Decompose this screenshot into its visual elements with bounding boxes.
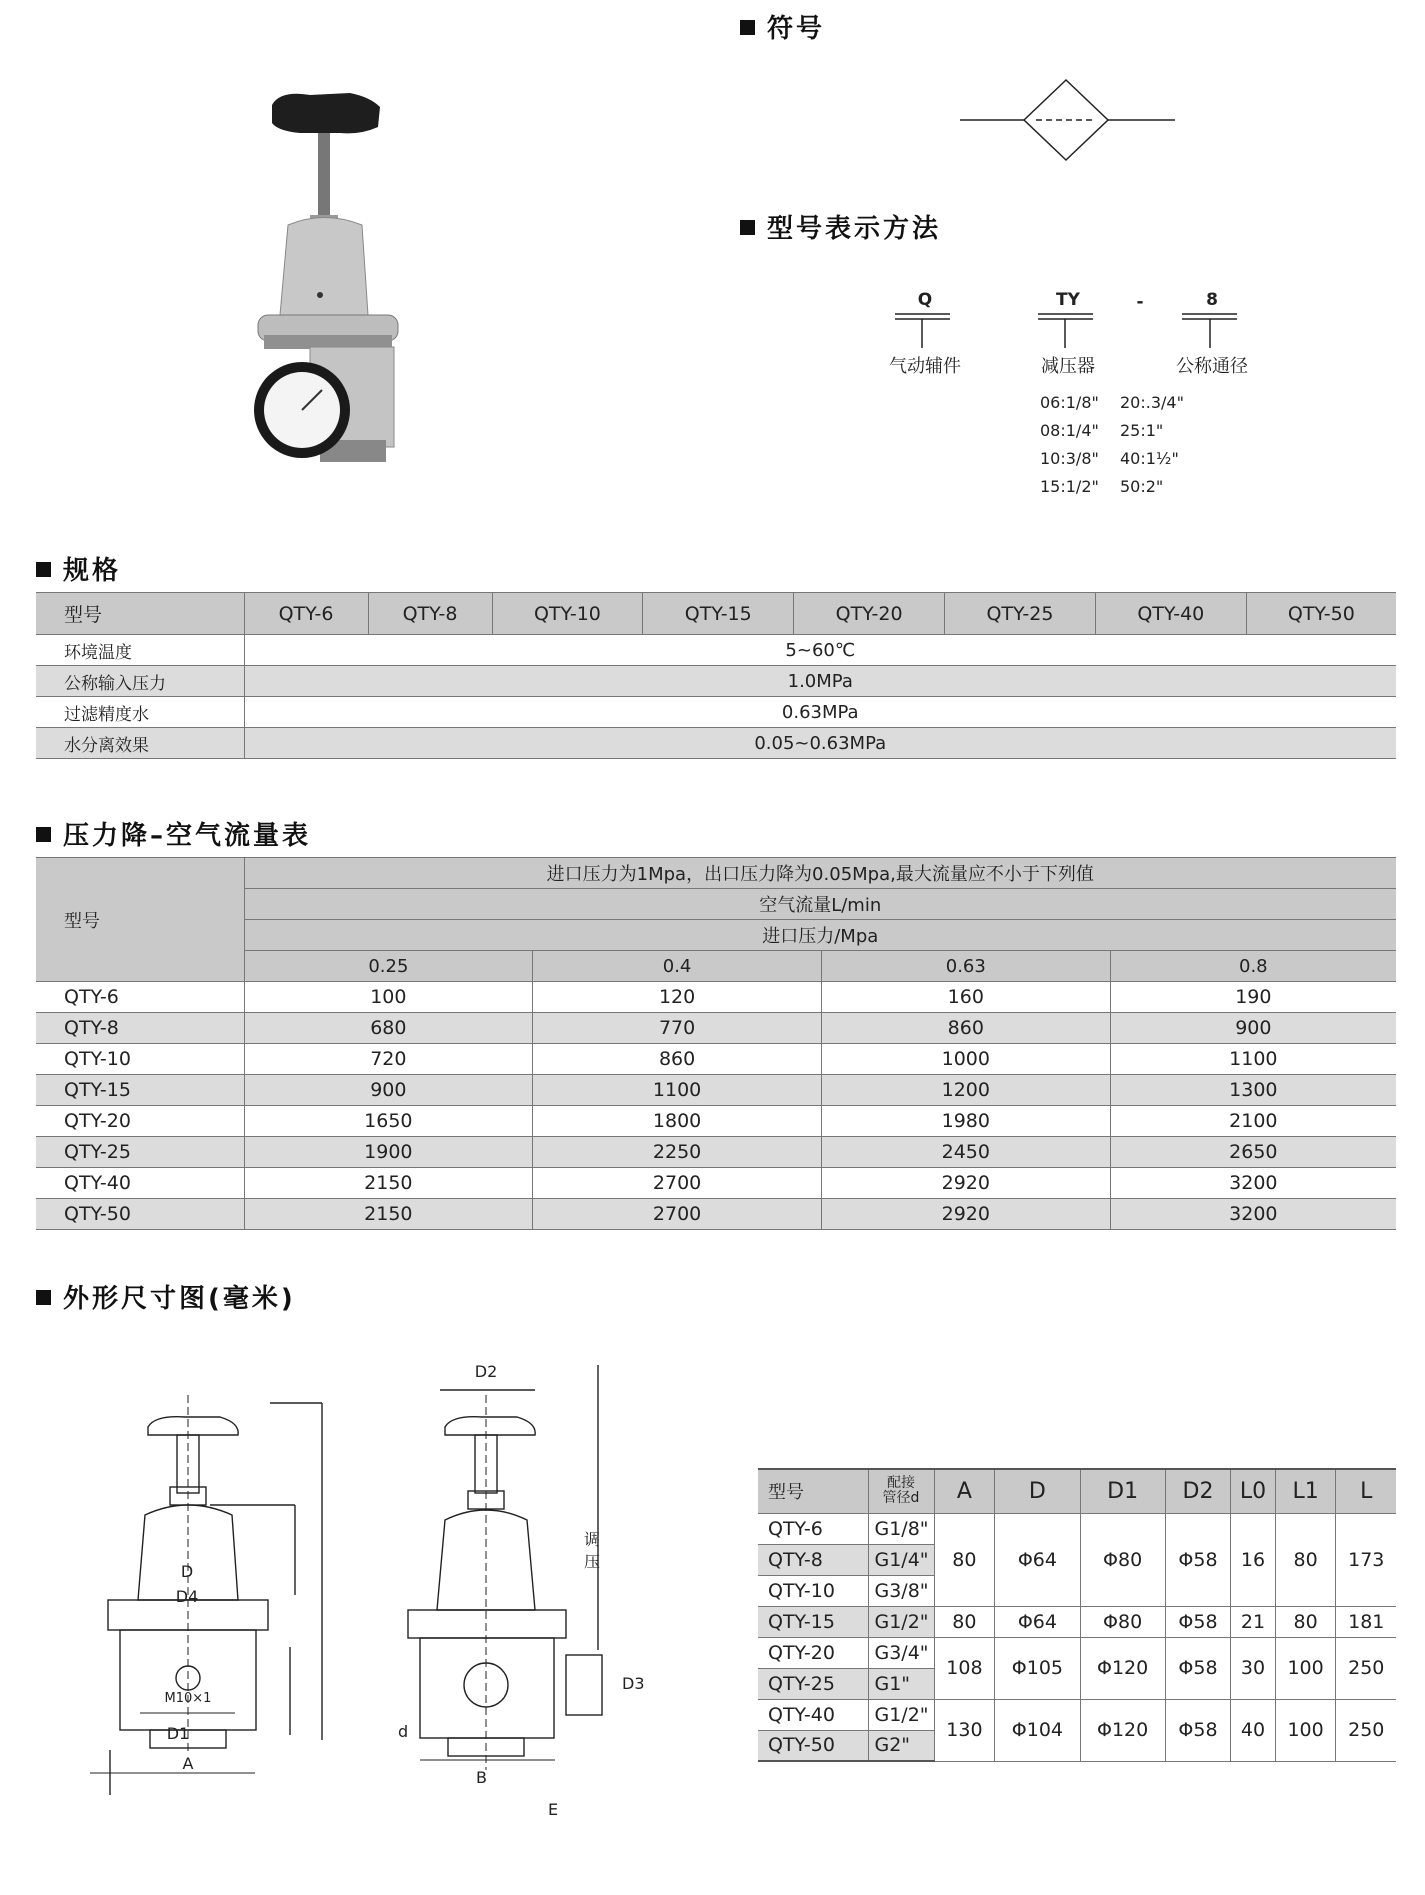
dim-label-d-port: d [398, 1722, 409, 1741]
table-row: 水分离效果 0.05~0.63MPa [36, 728, 1396, 759]
table-row: QTY-50 2150 2700 2920 3200 [36, 1199, 1396, 1230]
table-row: QTY-6 G1/8" 80 Φ64 Φ80 Φ58 16 80 173 [758, 1513, 1396, 1544]
flow-table: 型号 进口压力为1Mpa，出口压力降为0.05Mpa,最大流量应不小于下列值 空气流量L/min 进口压力/Mpa 0.25 0.4 0.63 0.8 QTY-6 100 120 160 190 QTY-8 680 770 860 900 QTY-10 720 860 1000 1100 QTY-15 900 1100 1200 1300 QTY-20 1650 1800 1980 2100 QTY-25 1900 2250 2450 2650 QTY-40 2150 2700 2920 3200 QTY-50 2150 2700 2920 3200 [36, 857, 1396, 1230]
dim-label-adjust: 调 [584, 1530, 601, 1549]
table-row: QTY-25 1900 2250 2450 2650 [36, 1137, 1396, 1168]
model-code-brackets [890, 312, 1250, 352]
table-row: QTY-6 100 120 160 190 [36, 982, 1396, 1013]
table-row: QTY-25 G1" [758, 1668, 1396, 1699]
section-title-flow: 压力降–空气流量表 [36, 815, 311, 852]
filter-symbol-icon [960, 78, 1180, 168]
port-size-list: 06:1/8" 20:.3/4" 08:1/4" 25:1" 10:3/8" 40:1½" 15:1/2" 50:2" [1040, 393, 1184, 496]
dim-label-e: E [548, 1800, 559, 1819]
dim-label-b: B [476, 1768, 487, 1787]
table-row: 公称输入压力 1.0MPa [36, 666, 1396, 697]
table-row: QTY-8 G1/4" [758, 1544, 1396, 1575]
model-part-label: 气动辅件 [889, 356, 961, 377]
dim-label-d4: D4 [175, 1587, 199, 1606]
model-code-q: Q [917, 290, 933, 310]
table-row: QTY-10 720 860 1000 1100 [36, 1044, 1396, 1075]
table-header-row: 型号 配接 管径d A D D1 D2 L0 L1 L [758, 1469, 1396, 1513]
dim-label-a: A [182, 1754, 194, 1773]
table-row: QTY-10 G3/8" [758, 1575, 1396, 1606]
model-code-size: 8 [1206, 290, 1218, 310]
table-row: QTY-40 2150 2700 2920 3200 [36, 1168, 1396, 1199]
dim-label-m10: M10×1 [164, 1691, 212, 1706]
front-view-drawing [60, 1395, 360, 1775]
dim-label-d1: D1 [166, 1724, 190, 1743]
table-row: QTY-8 680 770 860 900 [36, 1013, 1396, 1044]
section-title-spec: 规格 [36, 550, 121, 587]
dim-label-d3: D3 [622, 1674, 645, 1693]
section-title-model-method: 型号表示方法 [740, 208, 941, 245]
dim-label-d: D [180, 1562, 194, 1581]
dim-label-adjust2: 压 [584, 1552, 601, 1571]
table-row: QTY-15 900 1100 1200 1300 [36, 1075, 1396, 1106]
spec-table [36, 592, 1396, 759]
section-title-dims: 外形尺寸图(毫米) [36, 1278, 296, 1315]
model-part-label: 公称通径 [1176, 356, 1248, 377]
table-row: QTY-50 G2" [758, 1730, 1396, 1761]
model-code-ty: TY [1056, 290, 1080, 310]
section-title-symbol: 符号 [740, 8, 825, 45]
table-row: QTY-20 1650 1800 1980 2100 [36, 1106, 1396, 1137]
table-row: QTY-40 G1/2" 130 Φ104 Φ120 Φ58 40 100 250 [758, 1699, 1396, 1730]
model-code-dash: - [1136, 292, 1144, 312]
dimension-table [758, 1468, 1396, 1762]
model-part-label: 减压器 [1041, 356, 1095, 377]
dim-label-d2: D2 [474, 1362, 498, 1381]
table-row: 环境温度 5~60℃ [36, 635, 1396, 666]
table-row: QTY-15 G1/2" 80 Φ64 Φ80 Φ58 21 80 181 [758, 1606, 1396, 1637]
table-row: 过滤精度水 0.63MPa [36, 697, 1396, 728]
product-photo [250, 85, 450, 485]
table-header-row: 型号 QTY-6 QTY-8 QTY-10 QTY-15 QTY-20 QTY-25 QTY-40 QTY-50 [36, 593, 1396, 635]
side-view-drawing [390, 1355, 690, 1787]
table-row: QTY-20 G3/4" 108 Φ105 Φ120 Φ58 30 100 250 [758, 1637, 1396, 1668]
